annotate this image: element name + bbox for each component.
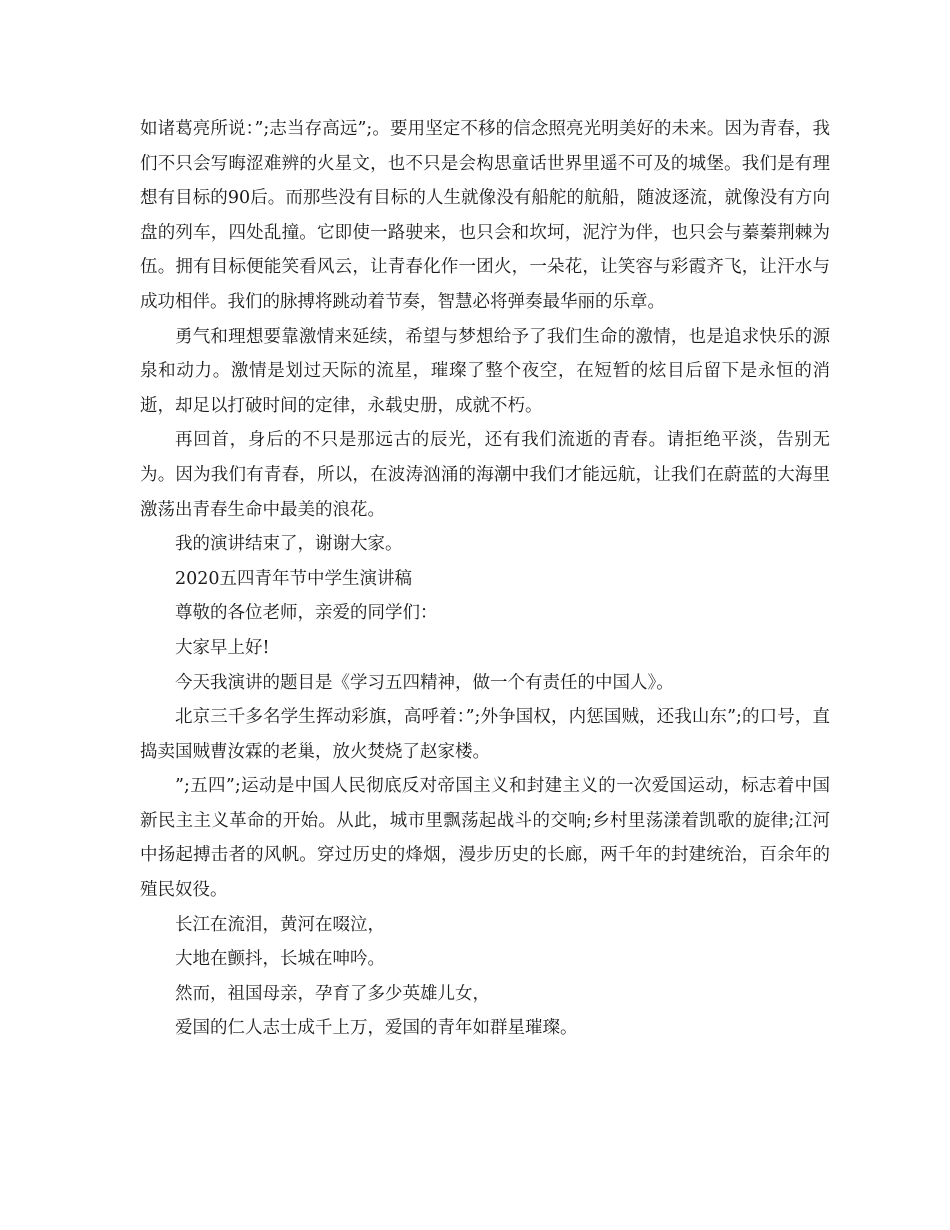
paragraph: 今天我演讲的题目是《学习五四精神，做一个有责任的中国人》。 [175, 672, 674, 693]
verse-line: 长江在流泪，黄河在啜泣， [175, 914, 385, 935]
paragraph: 再回首，身后的不只是那远古的辰光，还有我们流逝的青春。请拒绝平淡，告别无为。因为我们有青春，所以，在波涛汹涌的海潮中我们才能远航，让我们在蔚蓝的大海里激荡出青春生命中最美的浪花。 [140, 430, 830, 520]
closing-line: 我的演讲结束了，谢谢大家。 [175, 534, 403, 555]
verse-line: 然而，祖国母亲，孕育了多少英雄儿女， [175, 983, 490, 1004]
verse-line: 大地在颤抖，长城在呻吟。 [175, 949, 385, 970]
verse-line: 爱国的仁人志士成千上万，爱国的青年如群星璀璨。 [175, 1018, 578, 1039]
paragraph: ”;五四”;运动是中国人民彻底反对帝国主义和封建主义的一次爱国运动，标志着中国新民主主义革命的开始。从此，城市里飘荡起战斗的交响;乡村里荡漾着凯歌的旋律;江河中扬起搏击者的风帆。穿过历史的烽烟，漫步历史的长廊，两千年的封建统治，百余年的殖民奴役。 [140, 776, 830, 901]
salutation: 尊敬的各位老师，亲爱的同学们： [175, 603, 438, 624]
paragraph: 勇气和理想要靠激情来延续，希望与梦想给予了我们生命的激情，也是追求快乐的源泉和动力。激情是划过天际的流星，璀璨了整个夜空，在短暂的炫目后留下是永恒的消逝，却足以打破时间的定律，永载史册，成就不朽。 [140, 326, 830, 416]
document-body [140, 112, 830, 1046]
paragraph: 如诸葛亮所说：”;志当存高远”;。要用坚定不移的信念照亮光明美好的未来。因为青春，我们不只会写晦涩难辨的火星文，也不只是会构思童话世界里遥不可及的城堡。我们是有理想有目标的90后。而那些没有目标的人生就像没有船舵的航船，随波逐流，就像没有方向盘的列车，四处乱撞。它即使一路驶来，也只会和坎坷，泥泞为伴，也只会与蓁蓁荆棘为伍。拥有目标便能笑看风云，让青春化作一团火，一朵花，让笑容与彩霞齐飞，让汗水与成功相伴。我们的脉搏将跳动着节奏，智慧必将弹奏最华丽的乐章。 [140, 119, 830, 312]
greeting: 大家早上好! [175, 637, 270, 658]
paragraph: 北京三千多名学生挥动彩旗，高呼着：”;外争国权，内惩国贼，还我山东”;的口号，直捣卖国贼曹汝霖的老巢，放火焚烧了赵家楼。 [140, 707, 830, 762]
speech-title: 2020五四青年节中学生演讲稿 [175, 568, 413, 589]
